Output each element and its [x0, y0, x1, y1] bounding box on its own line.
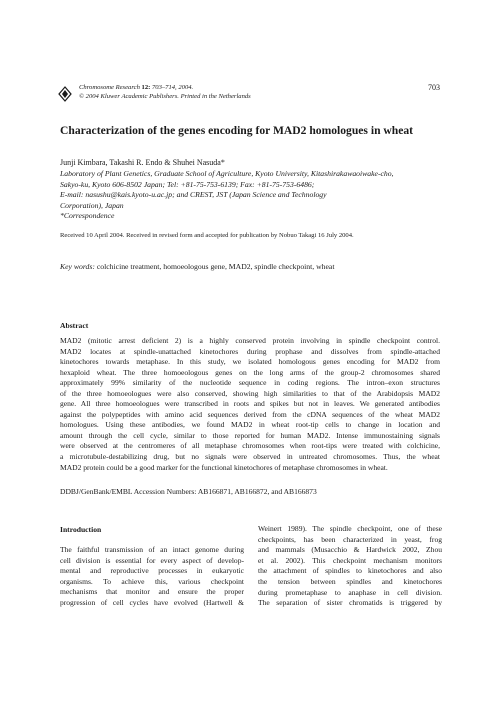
- author-list: Junji Kimbara, Takashi R. Endo & Shuhei Nasuda*: [60, 158, 225, 167]
- journal-citation: [79, 84, 251, 101]
- abstract-line: were observed at the centromeres of all metaphase chromosomes when root-tips were treated with colchicine,: [60, 441, 440, 451]
- body-line: during prometaphase to anaphase in cell division.: [258, 587, 442, 597]
- body-line: checkpoints, has been characterized in yeast, frog: [258, 534, 442, 544]
- body-line: and mammals (Musacchio & Hardwick 2002, Zhou: [258, 545, 442, 555]
- body-line: organisms. To achieve this, various checkpoint: [60, 576, 244, 586]
- abstract-line: approximately 99% similarity of the nucleotide sequence in coding regions. The intron–exon structures: [60, 378, 440, 388]
- keywords-text: colchicine treatment, homoeologous gene, MAD2, spindle checkpoint, wheat: [94, 262, 335, 271]
- introduction-right-column: [258, 524, 442, 609]
- abstract-line: MAD2 protein could be a good marker for the functional kinetochores of metaphase chromosomes in wheat.: [60, 462, 388, 472]
- paper-title: Characterization of the genes encoding for MAD2 homologues in wheat: [60, 124, 414, 137]
- body-line: et al. 2002). This checkpoint mechanism monitors: [258, 555, 442, 565]
- affiliation: [60, 169, 446, 222]
- publisher-logo-icon: [57, 86, 73, 102]
- body-line: The separation of sister chromatids is triggered by: [258, 598, 442, 608]
- body-line: the tension between spindles and kinetochores: [258, 576, 442, 586]
- body-line: progression of cell cycles have evolved (Hartwell &: [60, 597, 244, 607]
- abstract-line: MAD2 (mitotic arrest deficient 2) is a highly conserved protein involving in spindle checkpoint control.: [60, 336, 440, 345]
- page-number: 703: [428, 83, 440, 92]
- body-line: The faithful transmission of an intact genome during: [60, 545, 244, 554]
- affiliation-line: Sakyo-ku, Kyoto 606-8502 Japan; Tel: +81-75-753-6139; Fax: +81-75-753-6486;: [60, 179, 315, 189]
- abstract-line: kinetochores towards metaphase. In this study, we isolated homologous genes encoding for MAD2 from: [60, 357, 440, 367]
- body-line: mechanisms that monitor and ensure the proper: [60, 587, 244, 597]
- abstract-line: amount through the cell cycle, similar to those reported for human MAD2. Intense immunostaining signals: [60, 430, 440, 440]
- abstract-line: a microtubule-destabilizing drug, but no signals were observed in untreated chromosomes. Thus, the wheat: [60, 452, 440, 462]
- introduction-left-column: [60, 545, 244, 609]
- abstract-line: MAD2 locates at spindle-unattached kinetochores during prophase and dissolves from spindle-attached: [60, 346, 440, 356]
- affiliation-line: Corporation), Japan: [60, 200, 124, 210]
- correspondence-note: *Correspondence: [60, 211, 115, 221]
- journal-citation-line-2: © 2004 Kluwer Academic Publishers. Printed in the Netherlands: [79, 92, 251, 100]
- abstract-line: homologues. Using these antibodies, we found MAD2 in wheat root-tip cells to change in location and: [60, 420, 440, 430]
- received-dates: Received 10 April 2004. Received in revised form and accepted for publication by Nobuo Takagi 16 July 2004.: [60, 232, 354, 239]
- affiliation-line: Laboratory of Plant Genetics, Graduate School of Agriculture, Kyoto University, Kitashirakawaoiwake-cho,: [60, 169, 394, 178]
- abstract-line: against the polypeptides with amino acid sequences derived from the cDNA sequences of the wheat MAD2: [60, 409, 440, 419]
- accession-numbers: DDBJ/GenBank/EMBL Accession Numbers: AB166871, AB166872, and AB166873: [60, 487, 317, 496]
- affiliation-line: E-mail: nasushu@kais.kyoto-u.ac.jp; and CREST, JST (Japan Science and Technology: [60, 190, 327, 200]
- abstract-line: of the three homoeologues were also conserved, showing high similarities to that of the Arabidopsis MAD2: [60, 388, 440, 398]
- abstract-line: gene. All three homoeologues were transcribed in roots and spikes but not in leaves. We generated antibodies: [60, 399, 440, 409]
- body-line: Weinert 1989). The spindle checkpoint, one of these: [258, 524, 442, 533]
- abstract-line: hexaploid wheat. The three homoeologous genes on the long arms of the group-2 chromosomes shared: [60, 367, 440, 377]
- keywords: [60, 262, 334, 272]
- body-line: mental and reproductive processes in eukaryotic: [60, 566, 244, 576]
- introduction-heading: Introduction: [60, 525, 102, 534]
- body-line: cell division is essential for every aspect of develop-: [60, 555, 244, 565]
- body-line: the attachment of spindles to kinetochores and also: [258, 566, 442, 576]
- keywords-label: Key words:: [60, 262, 95, 271]
- abstract-heading: Abstract: [60, 321, 89, 330]
- journal-citation-line-1: Chromosome Research 12: 703–714, 2004.: [79, 84, 194, 91]
- abstract-body: [60, 336, 440, 473]
